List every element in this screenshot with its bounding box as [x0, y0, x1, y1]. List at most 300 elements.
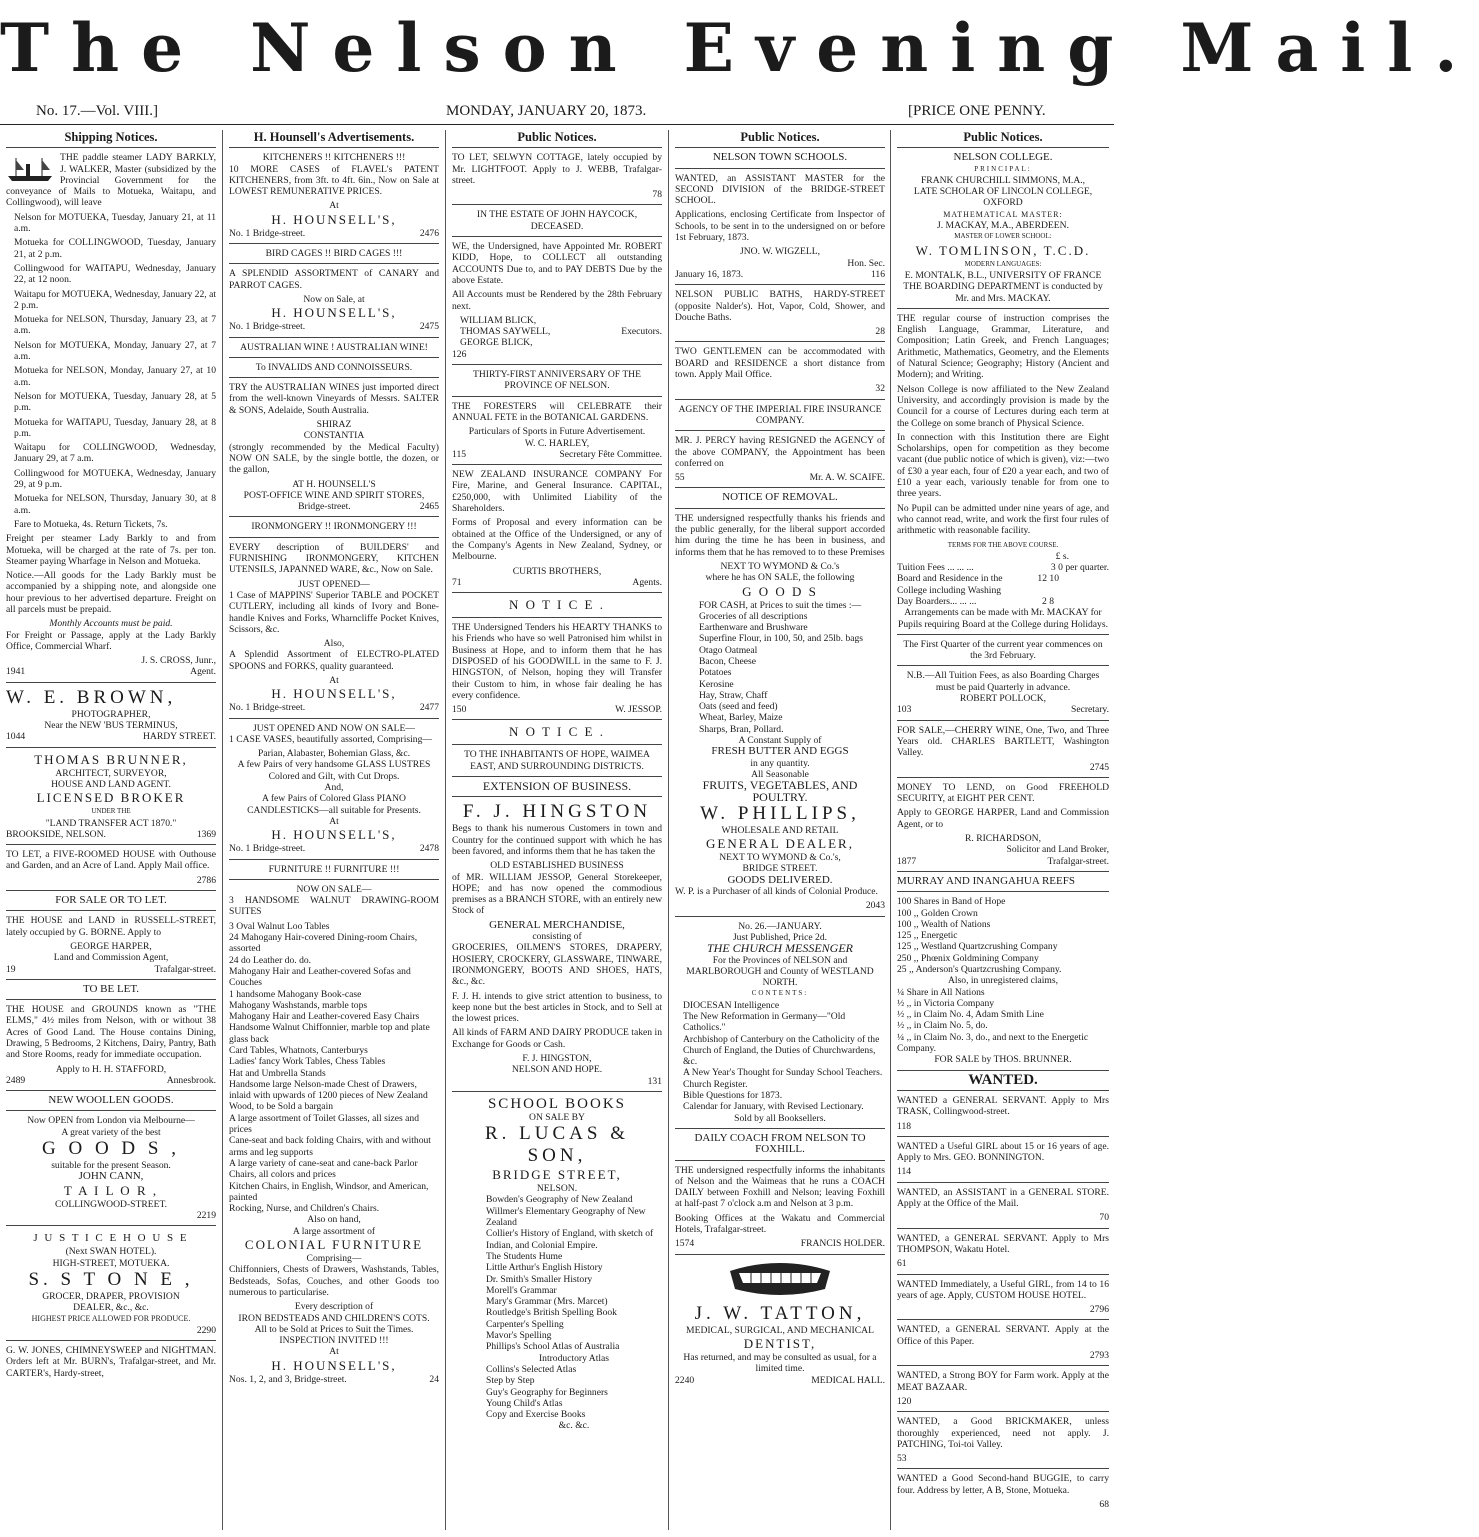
list-item: Dr. Smith's Smaller History — [486, 1273, 593, 1285]
hounsell-name: H. HOUNSELL'S, — [271, 211, 397, 227]
ad-number: 78 — [652, 189, 662, 201]
anniversary-text: THE FORESTERS will CELEBRATE their ANNUAL FETE in the BOTANICAL GARDENS. — [452, 400, 662, 423]
wine-text: (strongly recommended by the Medical Faculty) NOW ON SALE, by the single bottle, the dozen, or the gallon, — [229, 441, 439, 476]
ad-number: 70 — [1099, 1212, 1109, 1224]
brunner-line: UNDER THE — [91, 807, 131, 816]
list-item: 250 ,, Phœnix Goldmining Company — [897, 952, 1039, 964]
vases-line: Parian, Alabaster, Bohemian Glass, &c. — [257, 748, 410, 760]
list-item: &c. &c. — [558, 1420, 590, 1432]
goods-notice: Notice.—All goods for the Lady Barkly must be accompanied by a shipping note, and alongside one hour previous to her advertised departure. Freight on all parcels must be prepaid. — [6, 570, 216, 615]
anniversary-role: Secretary Fête Committee. — [559, 448, 662, 460]
list-item: The New Reformation in Germany—"Old Catholics." — [683, 1011, 846, 1034]
shares-list — [897, 896, 1109, 975]
hounsell-name: H. HOUNSELL'S, — [271, 1357, 397, 1373]
intends-text: F. J. H. intends to give strict attention to business, to keep none but the best articles in Stock, and to Sell at the lowest prices. — [452, 990, 662, 1025]
list-item — [897, 1279, 1109, 1321]
wanted-text: WANTED a Useful GIRL about 15 or 16 years of age. Apply to Mrs. GEO. BONNINGTON. — [897, 1140, 1109, 1164]
estate-text: WE, the Undersigned, have Appointed Mr. ROBERT KIDD, Hope, to COLLECT all outstanding ACCOUNTS Due to, and to PAY DEBTS Due by the above Estate. — [452, 241, 662, 286]
column-heading: Public Notices. — [517, 130, 597, 144]
hounsell-name: H. HOUNSELL'S, — [271, 305, 397, 321]
hingston-text: Begs to thank his numerous Customers in town and Country for the continued support with which he has been favored, and informs them that he has taken the — [452, 823, 662, 857]
terms-label: Tuition Fees ... ... ... — [897, 562, 974, 574]
schools-name: JNO. W. WIGZELL, — [739, 246, 821, 258]
schools-date: January 16, 1873. — [675, 268, 744, 280]
constant-supply: A Constant Supply of — [738, 735, 822, 747]
hingston-name: F. J. HINGSTON — [462, 801, 652, 823]
ad-number: 2290 — [196, 1324, 216, 1336]
woollen-goods: G O O D S , — [42, 1138, 180, 1160]
books-list — [452, 1194, 662, 1431]
wine-line: CONSTANTIA — [303, 430, 365, 442]
affiliated-text: Nelson College is now affiliated to the New Zealand University, and accordingly provision is made by the Council for a course of Lectures during each term at the College on some branch of Physical Science. — [897, 383, 1109, 429]
masthead-title: The Nelson Evening Mail. — [0, 9, 1479, 87]
wanted-text: WANTED, a Good BRICKMAKER, unless thoroughly experienced, need not apply. J. PATCHING, Toi-toi Valley. — [897, 1416, 1109, 1450]
list-item: Guy's Geography for Beginners — [486, 1386, 608, 1398]
ad-number: 2478 — [419, 843, 439, 855]
ad-number: 2477 — [419, 702, 439, 714]
list-item: Church Register. — [683, 1078, 748, 1090]
list-item: Superfine Flour, in 100, 50, and 25lb. bags — [699, 633, 864, 645]
and-label: And, — [324, 782, 344, 794]
executor-name: THOMAS SAYWELL, — [460, 326, 551, 338]
lower-name: W. TOMLINSON, T.C.D. — [915, 242, 1091, 258]
ad-number: 2793 — [1089, 1350, 1109, 1362]
bird-text: A SPLENDID ASSORTMENT of CANARY and PARROT CAGES. — [229, 268, 439, 291]
removal-text: THE undersigned respectfully thanks his friends and the public generally, for the liberal support accorded him during the time he has been in business, and informs them that he has removed to to these Premises — [675, 512, 885, 558]
hounsell-name: H. HOUNSELL'S, — [271, 827, 397, 843]
wanted-list — [897, 1095, 1109, 1510]
contents-label: CONTENTS: — [751, 989, 809, 998]
notice-text: THE Undersigned Tenders his HEARTY THANKS to his Friends who have so well Patronised him whilst in Business at Hope, and to inform them that he has DISPOSED of his GOODWILL in the same to F. J. HINGSTON, of Nelson, hoping they will Transfer their Custom to him, in whose fair dealing he has every confidence. — [452, 622, 662, 701]
ad-number: 53 — [897, 1453, 907, 1465]
executor-role: Executors. — [621, 326, 662, 338]
ad-number: 1941 — [6, 666, 26, 678]
pollock-role: Secretary. — [1071, 704, 1109, 716]
freight-text: Freight per steamer Lady Barkly to and from Motueka, will be charged at the rate of 7s. per ton. Steamer paying Wharfage in Nelson and Motueka. — [6, 533, 216, 567]
list-item: Earthenware and Brushware — [699, 622, 808, 634]
vases-line: A few Pairs of very handsome GLASS LUSTRES Colored and Gilt, with Cut Drops. — [237, 759, 431, 782]
produce-text: All kinds of FARM AND DAIRY PRODUCE taken in Exchange for Goods or Cash. — [452, 1027, 662, 1050]
terms-label: Board and Residence in the College including Washing — [897, 573, 1003, 596]
list-item — [897, 1473, 1109, 1510]
wanted-text: WANTED a Good Second-hand BUGGIE, to carry four. Address by letter, A B, Stone, Motueka. — [897, 1473, 1109, 1496]
brown-role: PHOTOGRAPHER, — [71, 708, 151, 720]
list-item: The Students Hume — [486, 1250, 563, 1262]
modern-label: MODERN LANGUAGES: — [964, 259, 1042, 268]
column-divider — [668, 130, 669, 1530]
books-heading: SCHOOL BOOKS — [487, 1095, 627, 1112]
ad-number: 2745 — [1089, 761, 1109, 773]
brunner-line: ARCHITECT, SURVEYOR, — [55, 767, 167, 779]
list-item: 24 do Leather do. do. — [229, 954, 312, 966]
steamer-notice: THE paddle steamer LADY BARKLY, J. WALKER, Master (subsidized by the Provincial Government for the conveyance of Mails to Motueka, Waitapu, and Collingwood), will leave — [6, 152, 216, 209]
list-item: Bacon, Cheese — [699, 655, 757, 667]
coach-text: THE undersigned respectfully informs the inhabitants of Nelson and the Waimeas that he runs a COACH DAILY between Foxhill and Nelson; leaving Foxhill at half-past 7 o'clock a.m and Nelson at 3 p.m. — [675, 1164, 885, 1210]
ad-number: 1574 — [675, 1238, 695, 1250]
let-place: Annesbrook. — [166, 1074, 216, 1086]
list-item: Calendar for January, with Revised Lectionary. — [683, 1101, 864, 1113]
sailing-item: Motueka for NELSON, Thursday, January 23, at 7 a.m. — [14, 314, 216, 337]
ad-number: 120 — [897, 1395, 912, 1407]
brunner-line: "LAND TRANSFER ACT 1870." — [45, 817, 177, 829]
lucas-street: BRIDGE STREET, — [492, 1167, 622, 1183]
principal-name: FRANK CHURCHILL SIMMONS, M.A., — [920, 174, 1086, 186]
list-item: Mahogany Hair and Leather-covered Easy Chairs — [229, 1011, 420, 1023]
list-item: Mahogany Washstands, marble tops — [229, 999, 368, 1011]
at-label: At — [329, 815, 339, 827]
goods-heading: G O O D S — [742, 583, 818, 599]
money-name: R. RICHARDSON, — [965, 833, 1041, 845]
wanted-text: WANTED, a GENERAL SERVANT. Apply at the Office of this Paper. — [897, 1324, 1109, 1347]
ad-number: 68 — [1099, 1498, 1109, 1510]
coach-heading: DAILY COACH FROM NELSON TO FOXHILL. — [694, 1131, 866, 1156]
list-item — [897, 1233, 1109, 1275]
ad-number: 2796 — [1089, 1304, 1109, 1316]
list-item: Cane-seat and back folding Chairs, with and without arms and leg supports — [229, 1135, 431, 1158]
tatton-name: J. W. TATTON, — [694, 1302, 866, 1324]
sailing-item: Nelson for MOTUEKA, Tuesday, January 28, at 5 p.m. — [14, 390, 216, 414]
kitcheners-heading: KITCHENERS !! KITCHENERS !!! — [262, 152, 406, 164]
sailing-item: Motueka for NELSON, Thursday, January 30, at 8 a.m. — [14, 493, 216, 516]
apply-text: For Freight or Passage, apply at the Lady Barkly Office, Commercial Wharf. — [6, 629, 216, 652]
column-shipping — [6, 130, 216, 1530]
dateline — [0, 101, 1114, 123]
issue-number: No. 17.—Vol. VIII.] — [36, 103, 158, 119]
list-item: 100 Shares in Band of Hope — [897, 896, 1006, 908]
list-item — [897, 1187, 1109, 1229]
anniversary-name: W. C. HARLEY, — [524, 437, 590, 449]
ad-number: 2786 — [196, 874, 216, 886]
sailing-item: Nelson for MOTUEKA, Tuesday, January 21, at 11 a.m. — [14, 211, 216, 235]
vases-heading: JUST OPENED AND NOW ON SALE— — [253, 722, 415, 734]
wanted-heading: WANTED. — [968, 1071, 1038, 1088]
wine-heading: AUSTRALIAN WINE ! AUSTRALIAN WINE! — [240, 341, 428, 353]
list-item: Hat and Umbrella Stands — [229, 1067, 326, 1079]
list-item: Mavor's Spelling — [486, 1330, 552, 1342]
sale-role: Land and Commission Agent, — [53, 952, 169, 964]
delivered-text: GOODS DELIVERED. — [727, 873, 833, 886]
sale-name: GEORGE HARPER, — [70, 940, 152, 952]
column-public-notices-2 — [675, 130, 885, 1530]
brown-street: HARDY STREET. — [142, 731, 216, 743]
estate-heading: IN THE ESTATE OF JOHN HAYCOCK, DECEASED. — [476, 209, 638, 232]
fruits-text: FRUITS, VEGETABLES, AND POULTRY. — [702, 778, 858, 804]
general-merchandise: GENERAL MERCHANDISE, — [489, 918, 625, 931]
list-item — [897, 1370, 1109, 1412]
header-rule — [0, 124, 1114, 125]
sale-street: Trafalgar-street. — [154, 963, 216, 975]
sale-text: THE HOUSE and LAND in RUSSELL-STREET, lately occupied by G. BORNE. Apply to — [6, 915, 216, 938]
column-public-notices-1 — [452, 130, 662, 1530]
sale-heading: FOR SALE OR TO LET. — [55, 894, 167, 907]
terms-value: 2 8 — [1042, 595, 1054, 607]
list-item: Step by Step — [486, 1375, 535, 1387]
hingston-text: of MR. WILLIAM JESSOP, General Storekeeper, HOPE; and has now opened the commodious premises as a BRANCH STORE, with an entirely new Stock of — [452, 871, 662, 917]
ad-number: 2475 — [419, 321, 439, 333]
list-item: Carpenter's Spelling — [486, 1318, 564, 1330]
at-label: At — [329, 200, 339, 212]
cann-address: COLLINGWOOD-STREET. — [55, 1198, 167, 1210]
at-label: At — [329, 674, 339, 686]
list-item: Willmer's Elementary Geography of New Zealand — [486, 1205, 646, 1229]
sold-by: Sold by all Booksellers. — [734, 1112, 826, 1124]
ad-number: 71 — [452, 576, 462, 588]
wanted-text: WANTED a GENERAL SERVANT. Apply to Mrs TRASK, Collingwood-street. — [897, 1094, 1109, 1118]
wanted-text: WANTED, a GENERAL SERVANT. Apply to Mrs THOMPSON, Wakatu Hotel. — [897, 1232, 1109, 1255]
cann-name: JOHN CANN, — [78, 1170, 144, 1183]
list-item: Little Arthur's English History — [486, 1262, 603, 1274]
insurance-role: Agents. — [632, 576, 662, 588]
fare-text: Fare to Motueka, 4s. Return Tickets, 7s. — [14, 518, 168, 530]
anniversary-heading: THIRTY-FIRST ANNIVERSARY OF THE PROVINCE OF NELSON. — [473, 369, 641, 392]
agent-role: Agent. — [190, 666, 216, 678]
lucas-town: NELSON. — [536, 1183, 578, 1195]
brown-name: W. E. BROWN, — [6, 686, 177, 708]
college-heading: NELSON COLLEGE. — [953, 151, 1053, 164]
wine-store: POST-OFFICE WINE AND SPIRIT STORES, — [243, 489, 425, 501]
invited-line: INSPECTION INVITED !!! — [279, 1335, 389, 1347]
list-item — [897, 1324, 1109, 1366]
list-item: 1 handsome Mahogany Book-case — [229, 988, 362, 1000]
column-divider — [222, 130, 223, 1530]
opened-label: JUST OPENED— — [298, 578, 370, 590]
jones-notice: G. W. JONES, CHIMNEYSWEEP and NIGHTMAN. Orders left at Mr. BURN's, Trafalgar-street, and Mr. CARTER's, Hardy-street, — [6, 1345, 216, 1379]
colonial-line: A large assortment of — [292, 1225, 376, 1237]
woollen-line: A great variety of the best — [61, 1126, 161, 1138]
sailing-item: Nelson for MOTUEKA, Monday, January 27, at 7 a.m. — [14, 339, 216, 363]
kitcheners-text: 10 MORE CASES of FLAVEL's PATENT KITCHENERS, from 3ft. to 4ft. 6in., Now on Sale at LOWEST REMUNERATIVE PRICES. — [229, 163, 439, 198]
stone-line: GROCER, DRAPER, PROVISION — [42, 1290, 180, 1302]
ad-number: 1369 — [196, 828, 216, 840]
terms-label: Day Boarders... ... ... — [897, 595, 977, 607]
terms-value: 12 10 — [1037, 573, 1059, 585]
list-item: Groceries of all descriptions — [699, 610, 808, 622]
extension-heading: EXTENSION OF BUSINESS. — [482, 779, 632, 794]
principal-note: LATE SCHOLAR OF LINCOLN COLLEGE, OXFORD — [913, 186, 1093, 209]
list-item: Introductory Atlas — [538, 1352, 610, 1364]
goods-list: GROCERIES, OILMEN'S STORES, DRAPERY, HOSIERY, CROCKERY, GLASSWARE, TINWARE, IRONMONGERY, BOOTS AND SHOES, HATS, &c., &c. — [452, 942, 662, 988]
money-street: Trafalgar-street. — [1047, 855, 1109, 867]
steamer-icon — [6, 154, 56, 184]
justice-line: HIGH-STREET, MOTUEKA. — [52, 1257, 170, 1269]
list-item: Phillips's School Atlas of Australia — [486, 1341, 620, 1353]
vases-line: A few Pairs of Colored Glass PIANO CANDLESTICKS—all suitable for Presents. — [247, 793, 421, 816]
tatton-role: MEDICAL, SURGICAL, AND MECHANICAL — [686, 1324, 874, 1336]
notice-heading: N O T I C E . — [509, 724, 605, 740]
money-role: Solicitor and Land Broker, — [1006, 844, 1109, 856]
modern-name: E. MONTALK, B.L., UNIVERSITY OF FRANCE — [904, 269, 1102, 281]
column-public-notices-3 — [897, 130, 1109, 1530]
let-apply: Apply to H. H. STAFFORD, — [55, 1063, 167, 1075]
hingston-signature: F. J. HINGSTON, — [522, 1053, 592, 1064]
bridge-street: BRIDGE STREET. — [742, 863, 818, 875]
baths-notice: NELSON PUBLIC BATHS, HARDY-STREET (opposite Nalder's). Hot, Vapor, Cold, Shower, and Douche Baths. — [675, 289, 885, 323]
butter-eggs: FRESH BUTTER AND EGGS — [711, 745, 849, 758]
claims-list — [897, 987, 1109, 1055]
justice-line: (Next SWAN HOTEL). — [65, 1246, 157, 1258]
hounsell-name: H. HOUNSELL'S, — [271, 686, 397, 702]
woollen-heading: NEW WOOLLEN GOODS. — [48, 1094, 174, 1107]
list-item: Otago Oatmeal — [699, 644, 758, 656]
list-item — [897, 1141, 1109, 1183]
woollen-line: Now OPEN from London via Melbourne— — [27, 1115, 195, 1127]
wanted-text: WANTED, a Strong BOY for Farm work. Apply at the MEAT BAZAAR. — [897, 1370, 1109, 1393]
ad-number: 32 — [875, 383, 885, 395]
hingston-place: NELSON AND HOPE. — [511, 1064, 603, 1076]
list-item: Handsome large Nelson-made Chest of Drawers, inlaid with upwards of 1200 pieces of New Zealand Wood, to be Sold a bargain — [229, 1078, 428, 1113]
where-text: where he has ON SALE, the following — [705, 572, 855, 584]
money-notice: MONEY TO LEND, on Good FREEHOLD SECURITY, at EIGHT PER CENT. — [897, 781, 1109, 805]
pollock-name: ROBERT POLLOCK, — [959, 693, 1047, 705]
furniture-heading: FURNITURE !! FURNITURE !!! — [268, 863, 400, 875]
table-row — [897, 573, 1109, 596]
list-item: Kerosine — [699, 678, 734, 690]
colonial-line: Comprising— — [306, 1253, 362, 1265]
claims-sale: FOR SALE by THOS. BRUNNER. — [934, 1054, 1072, 1066]
also-label: Also, — [323, 638, 345, 650]
brunner-line: HOUSE AND LAND AGENT. — [51, 778, 171, 790]
claims-heading: Also, in unregistered claims, — [947, 975, 1059, 987]
math-name: J. MACKAY, M.A., ABERDEEN. — [937, 220, 1069, 232]
insurance-name: CURTIS BROTHERS, — [512, 565, 602, 577]
ad-number: 2240 — [675, 1374, 695, 1386]
iron-heading: IRONMONGERY !! IRONMONGERY !!! — [251, 521, 417, 533]
scholarships-text: In connection with this Institution there are Eight Scholarships, open for competition as they become vacant (due public notice of which is given), viz:—two of £30 a year each, four of £20 a year each, and two of £10 a year each, variously tenable for from one to three years. — [897, 431, 1109, 500]
estate-text: All Accounts must be Rendered by the 28th February next. — [452, 289, 662, 312]
gentlemen-notice: TWO GENTLEMEN can be accommodated with BOARD and RESIDENCE a short distance from town. Apply Mail Office. — [675, 346, 885, 381]
address: No. 1 Bridge-street. — [229, 702, 306, 714]
stone-line: HIGHEST PRICE ALLOWED FOR PRODUCE. — [31, 1314, 191, 1324]
colonial-line: Also on hand, — [307, 1214, 361, 1226]
tatton-place: MEDICAL HALL. — [811, 1374, 885, 1386]
vases-text: 1 CASE VASES, beautifully assorted, Comprising— — [229, 733, 432, 745]
list-item: ½ ,, in Victoria Company — [897, 997, 995, 1009]
colonial-line: COLONIAL FURNITURE — [244, 1237, 424, 1253]
let-text: THE HOUSE and GROUNDS known as "THE ELMS," 4½ miles from Nelson, with or without 38 Acres of Good Land. The House contains Dining, Drawing, 5 Bedrooms, 2 Kitchens, Dairy, Pantry, Bath and Store Rooms, ready for immediate occupation. — [6, 1004, 216, 1061]
list-item: ½ ,, in Claim No. 4, Adam Smith Line — [897, 1009, 1044, 1021]
opened-text: 1 Case of MAPPINS' Superior TABLE and POCKET CUTLERY, including all kinds of Ivory and Bone-handle Knives and Forks, Wharncliffe Pocket Knives, Scissors, &c. — [229, 589, 439, 635]
ad-number: 116 — [870, 268, 885, 280]
nb-text: N.B.—All Tuition Fees, as also Boarding Charges must be paid Quarterly in advance. — [906, 670, 1100, 693]
ad-number: 1877 — [897, 855, 917, 867]
terms-note: Arrangements can be made with Mr. MACKAY for Pupils requiring Board at the College during Holidays. — [898, 607, 1108, 630]
next-to: NEXT TO WYMOND & Co.'s — [720, 560, 840, 572]
terms-value: 3 0 per quarter. — [1050, 562, 1109, 574]
column-heading: H. Hounsell's Advertisements. — [253, 130, 415, 144]
removal-heading: NOTICE OF REMOVAL. — [722, 491, 838, 504]
address: Nos. 1, 2, and 3, Bridge-street. — [229, 1373, 347, 1385]
wine-text: TRY the AUSTRALIAN WINES just imported direct from the well-known Vineyards of Messrs. SALTER & SONS, Adelaide, South Australia. — [229, 382, 439, 416]
sailing-item: Waitapu for MOTUEKA, Wednesday, January 22, at 2 p.m. — [14, 288, 217, 311]
sailing-item: Motueka for NELSON, Monday, January 27, at 10 a.m. — [14, 365, 216, 388]
address: No. 1 Bridge-street. — [229, 227, 306, 239]
list-item: 25 ,, Anderson's Quartzcrushing Company. — [897, 964, 1062, 975]
schools-role: Hon. Sec. — [847, 257, 885, 269]
dentist-label: DENTIST, — [743, 1335, 817, 1351]
sold-line: All to be Sold at Prices to Suit the Times. — [254, 1323, 414, 1335]
ad-number: 118 — [897, 1120, 912, 1132]
list-item — [897, 1095, 1109, 1137]
beds-line: IRON BEDSTEADS AND CHILDREN'S COTS. — [238, 1312, 430, 1324]
furniture-sub: NOW ON SALE— — [296, 883, 372, 895]
wine-line: SHIRAZ — [316, 419, 352, 431]
sailing-item: Motueka for WAITAPU, Tuesday, January 28, at 8 p.m. — [14, 416, 216, 439]
also-text: A Splendid Assortment of ELECTRO-PLATED SPOONS and FORKS, quality guaranteed. — [229, 649, 439, 672]
column-hounsell — [229, 130, 439, 1530]
list-item: Young Child's Atlas — [486, 1397, 563, 1409]
wine-at: AT H. HOUNSELL'S — [292, 478, 376, 490]
table-row — [897, 596, 1109, 607]
list-item: DIOCESAN Intelligence — [683, 999, 780, 1011]
list-item: A New Year's Thought for Sunday School Teachers. — [683, 1067, 883, 1079]
next-to: NEXT TO WYMOND & Co.'s, — [719, 852, 841, 864]
quantity-text: in any quantity. — [750, 757, 810, 769]
sailing-list — [6, 212, 216, 516]
woollen-line: suitable for the present Season. — [51, 1160, 171, 1172]
list-item: A large variety of cane-seat and cane-back Parlor Chairs, all colors and prices — [229, 1157, 418, 1181]
list-item — [897, 1416, 1109, 1469]
tolet-notice: TO LET, SELWYN COTTAGE, lately occupied by Mr. LIGHTFOOT. Apply to J. WEBB, Trafalgar-street. — [452, 152, 662, 186]
schools-text: Applications, enclosing Certificate from Inspector of Schools, to be sent in to the undersigned on or before 1st February, 1873. — [675, 209, 885, 244]
column-heading: Public Notices. — [963, 130, 1043, 144]
insurance-text: NEW ZEALAND INSURANCE COMPANY For Fire, Marine, and General Insurance. CAPITAL, £250,000, with Unlimited Liability of the Shareholders. — [452, 469, 662, 515]
provinces-text: For the Provinces of NELSON and MARLBOROUGH and County of WESTLAND NORTH. — [686, 954, 874, 989]
ad-number: 2219 — [196, 1209, 216, 1221]
iron-text: EVERY description of BUILDERS' and FURNISHING IRONMONGERY, KITCHEN UTENSILS, JAPANNED WARE, &c., Now on Sale. — [229, 541, 439, 576]
dealer-text: GENERAL DEALER, — [706, 836, 854, 852]
boarding-text: THE BOARDING DEPARTMENT is conducted by Mr. and Mrs. MACKAY. — [903, 281, 1103, 304]
ad-number: 61 — [897, 1258, 907, 1270]
wine-street: Bridge-street. — [298, 501, 351, 513]
bird-heading: BIRD CAGES !! BIRD CAGES !!! — [265, 248, 403, 260]
wanted-text: WANTED Immediately, a Useful GIRL, from 14 to 16 years of age. Apply, CUSTOM HOUSE HOTEL. — [897, 1278, 1109, 1301]
math-label: MATHEMATICAL MASTER: — [943, 209, 1063, 219]
list-item: Morell's Grammar — [486, 1284, 557, 1296]
old-established: OLD ESTABLISHED BUSINESS — [490, 860, 624, 872]
wholesale-text: WHOLESALE AND RETAIL — [721, 824, 839, 836]
list-item: 24 Mahogany Hair-covered Dining-room Chairs, assorted — [229, 932, 418, 955]
quarter-text: The First Quarter of the current year commences on the 3rd February. — [903, 638, 1103, 662]
wanted-text: WANTED, an ASSISTANT in a GENERAL STORE. Apply at the Office of the Mail. — [897, 1186, 1109, 1210]
list-item: A large assortment of Toilet Glasses, all sizes and prices — [229, 1112, 420, 1136]
schools-text: WANTED, an ASSISTANT MASTER for the SECOND DIVISION of the BRIDGE-STREET SCHOOL. — [675, 172, 885, 207]
books-sale: ON SALE BY — [529, 1111, 585, 1123]
ad-number: 1044 — [6, 731, 26, 743]
list-item: ¼ Share in All Nations — [897, 986, 985, 998]
purchaser-text: W. P. is a Purchaser of all kinds of Colonial Produce. — [675, 886, 878, 898]
beds-line: Every description of — [294, 1301, 374, 1313]
messenger-title: THE CHURCH MESSENGER — [707, 941, 853, 956]
ad-number: 2476 — [419, 227, 439, 239]
lower-label: MASTER OF LOWER SCHOOL: — [954, 232, 1052, 241]
sailing-item: Collingwood for MOTUEKA, Wednesday, January 29, at 9 p.m. — [14, 467, 216, 491]
notice-text: TO THE INHABITANTS OF HOPE, WAIMEA EAST, AND SURROUNDING DISTRICTS. — [464, 749, 650, 772]
wine-sub: To INVALIDS AND CONNOISSEURS. — [255, 361, 413, 373]
list-item: Collins's Selected Atlas — [486, 1363, 577, 1375]
ad-number: 2465 — [419, 501, 439, 513]
cherry-wine-notice: FOR SALE,—CHERRY WINE, One, Two, and Three Years old. CHARLES BARTLETT, Washington Valley. — [897, 724, 1109, 759]
tolet-notice: TO LET, a FIVE-ROOMED HOUSE with Outhouse and Garden, and an Acre of Land. Apply Mail office. — [6, 849, 216, 872]
column-heading: Shipping Notices. — [64, 130, 158, 144]
ad-number: 114 — [897, 1166, 912, 1178]
insurance-text: Forms of Proposal and every information can be obtained at the Office of the Undersigned, or any of the Company's Agents in New Zealand, Sydney, or Melbourne. — [452, 517, 662, 563]
terms-heading: TERMS FOR THE ABOVE COURSE. — [947, 540, 1059, 549]
cann-role: T A I L O R , — [63, 1182, 159, 1198]
list-item: Potatoes — [699, 667, 732, 679]
list-item: Bowden's Geography of New Zealand — [486, 1194, 633, 1206]
ad-number: 2489 — [6, 1074, 26, 1086]
no-pupil-text: No Pupil can be admitted under nine years of age, and who cannot read, write, and work the first four rules of arithmetic with reasonable facility. — [897, 502, 1109, 537]
